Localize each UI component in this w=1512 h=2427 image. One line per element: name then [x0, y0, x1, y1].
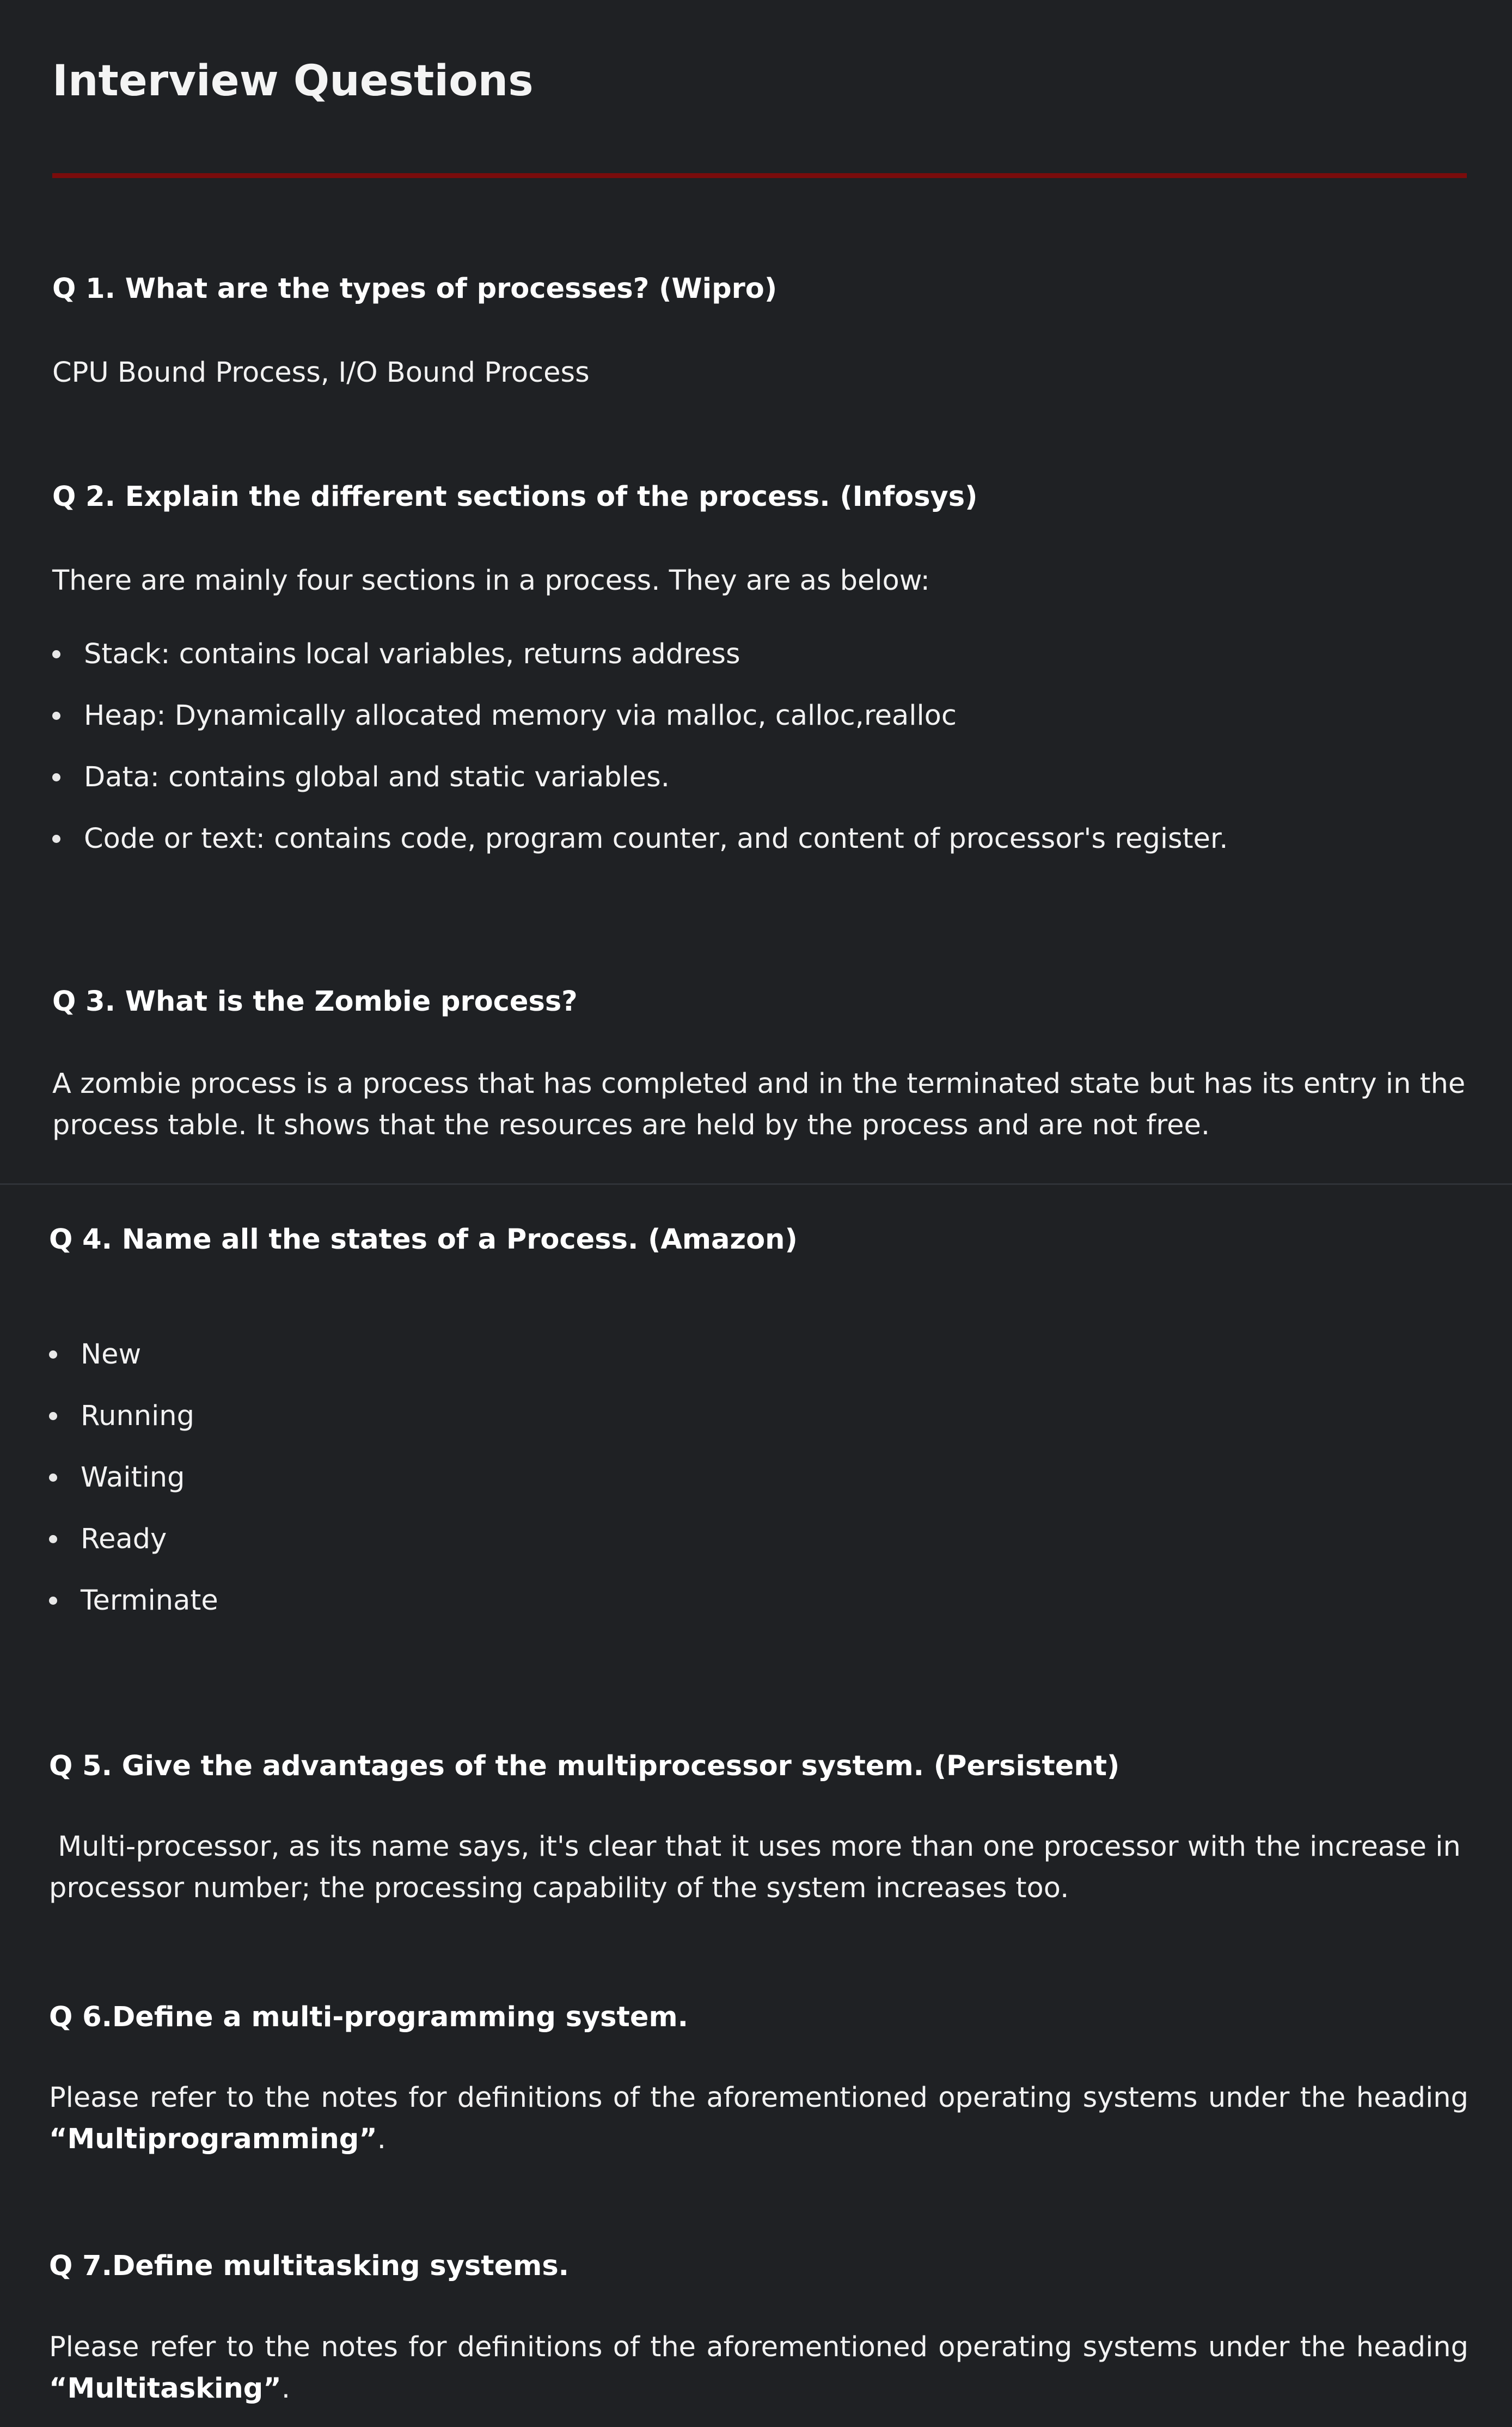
answer-7: Please refer to the notes for definitions of the aforementioned operating systems under the heading “Multitasking”. [49, 2331, 1468, 2405]
bullet-icon [52, 712, 60, 720]
question-4: Q 4. Name all the states of a Process. (Amazon) [49, 1224, 798, 1256]
list-item: Ready [49, 1508, 218, 1570]
list-item: Data: contains global and static variables. [52, 747, 1228, 808]
question-7: Q 7.Define multitasking systems. [49, 2250, 570, 2282]
bullet-icon [49, 1535, 57, 1543]
question-3: Q 3. What is the Zombie process? [52, 986, 578, 1018]
list-item: Waiting [49, 1447, 218, 1508]
list-item: Stack: contains local variables, returns address [52, 623, 1228, 685]
list-item: Terminate [49, 1570, 218, 1631]
question-6: Q 6.Define a multi-programming system. [49, 2001, 689, 2033]
sections-list [52, 623, 1228, 870]
question-2: Q 2. Explain the different sections of the process. (Infosys) [52, 481, 978, 513]
section-top [0, 0, 1512, 1183]
states-list [49, 1324, 218, 1631]
list-item: New [49, 1324, 218, 1385]
list-item: Heap: Dynamically allocated memory via malloc, calloc,realloc [52, 685, 1228, 747]
bullet-icon [49, 1350, 57, 1359]
answer-2-intro: There are mainly four sections in a process. They are as below: [52, 565, 930, 597]
bullet-icon [49, 1474, 57, 1482]
bullet-icon [49, 1597, 57, 1605]
bullet-icon [52, 773, 60, 781]
answer-1: CPU Bound Process, I/O Bound Process [52, 357, 590, 389]
bullet-icon [52, 835, 60, 843]
question-1: Q 1. What are the types of processes? (Wipro) [52, 273, 778, 305]
bullet-icon [49, 1412, 57, 1420]
list-item: Code or text: contains code, program counter, and content of processor's register. [52, 808, 1228, 870]
list-item: Running [49, 1385, 218, 1447]
section-bottom [0, 1183, 1512, 2427]
page-title: Interview Questions [52, 57, 534, 106]
answer-3: A zombie process is a process that has completed and in the terminated state but has its entry in the process table. It shows that the resources are held by the process and are not free. [52, 1068, 1466, 1141]
title-divider [52, 173, 1467, 178]
answer-6: Please refer to the notes for definitions of the aforementioned operating systems under the heading “Multiprogramming”. [49, 2082, 1468, 2155]
answer-5: Multi-processor, as its name says, it's clear that it uses more than one processor with the increase in processor number; the processing capability of the system increases too. [49, 1831, 1470, 1904]
question-5: Q 5. Give the advantages of the multiprocessor system. (Persistent) [49, 1750, 1120, 1782]
bullet-icon [52, 650, 60, 658]
